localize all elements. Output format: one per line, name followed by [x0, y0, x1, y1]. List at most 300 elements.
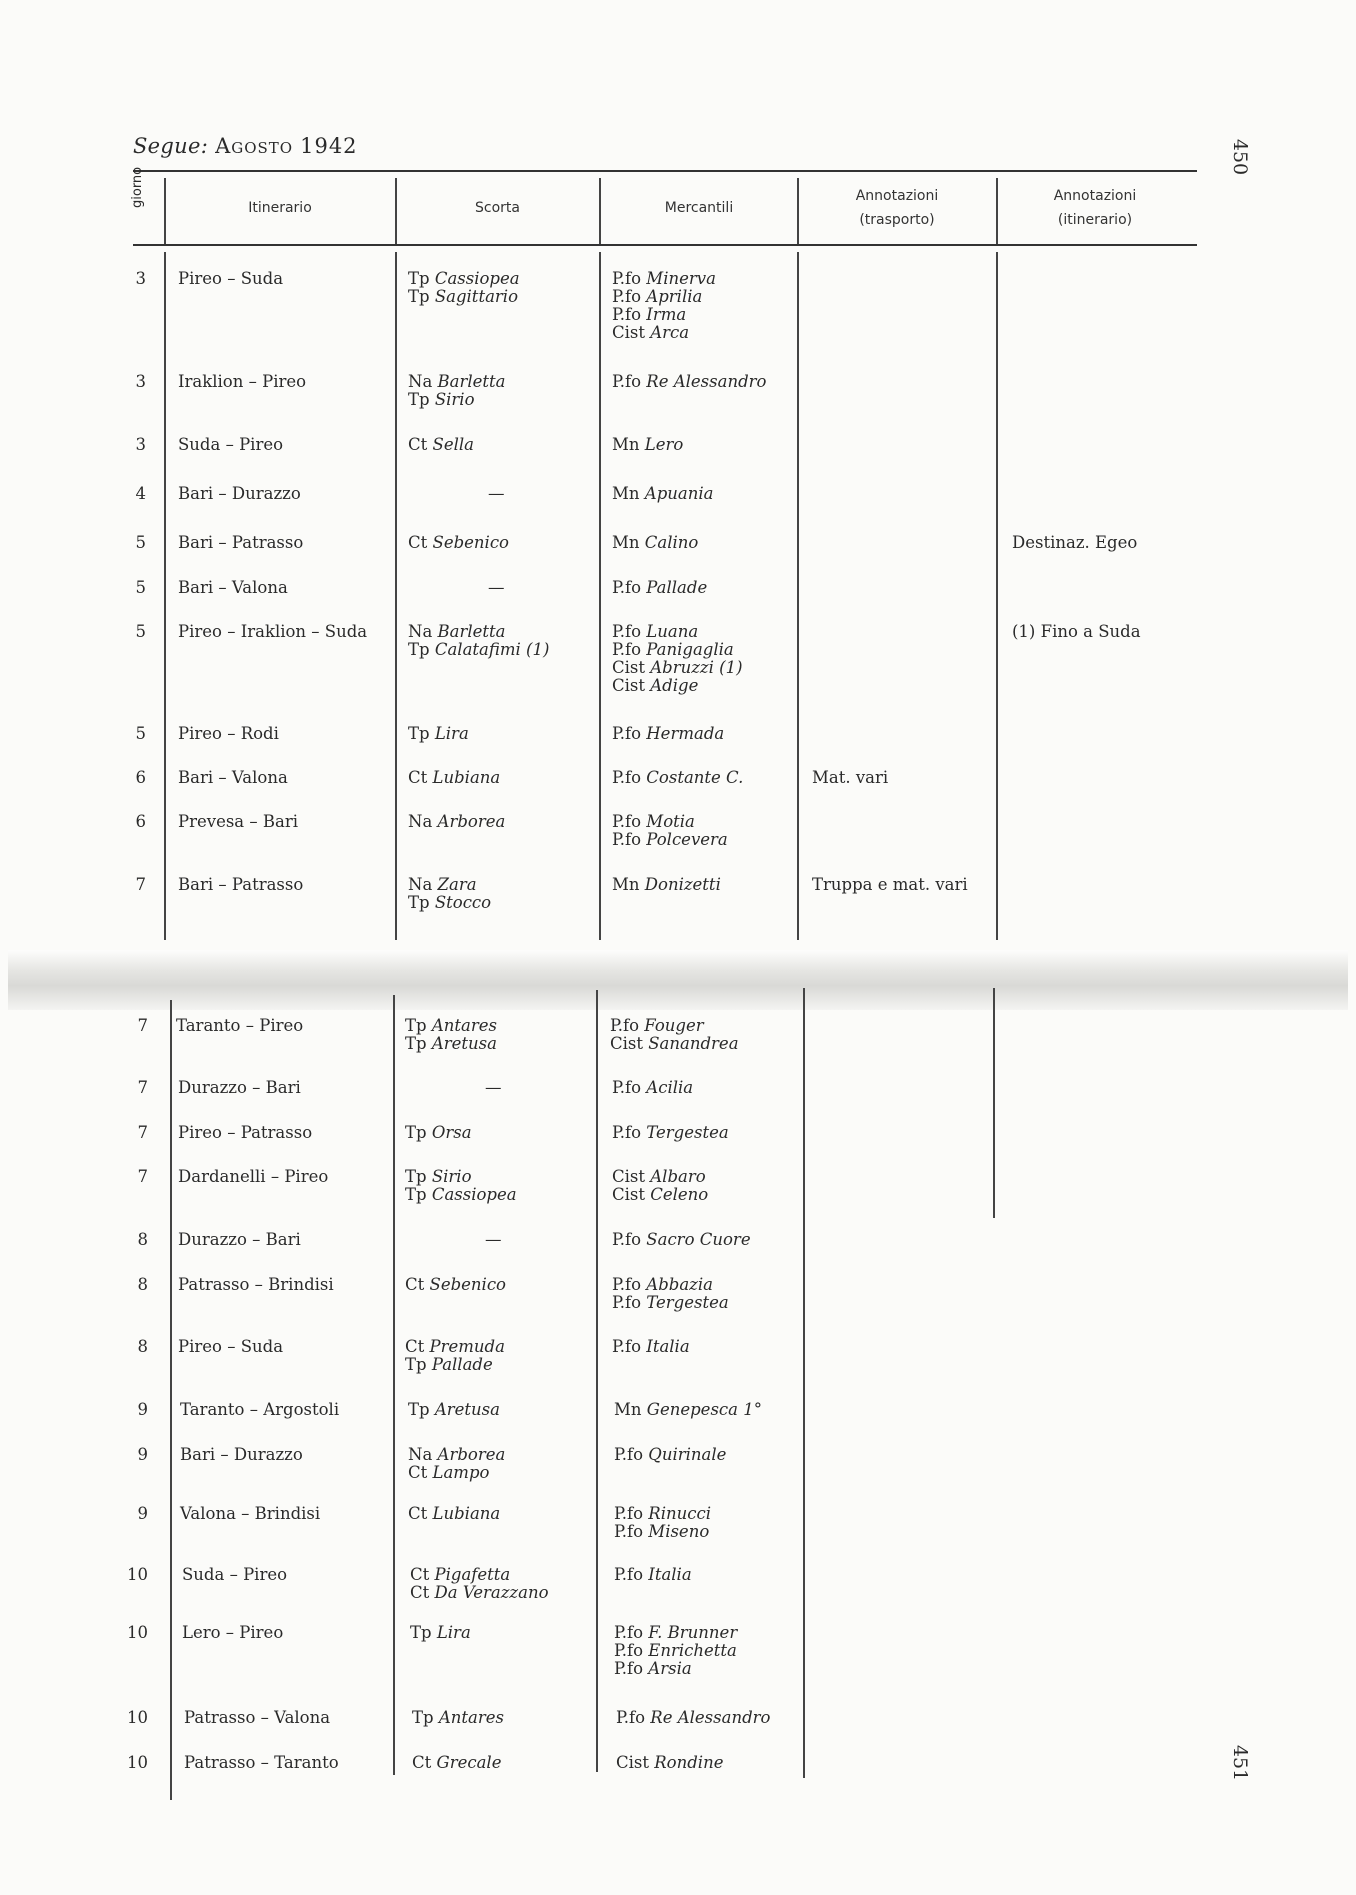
- row-day: 7: [137, 1016, 148, 1035]
- row-escort: [408, 485, 505, 503]
- merchant-type: P.fo: [614, 1445, 644, 1464]
- row-merchants: [610, 1017, 739, 1053]
- row-route: Bari – Patrasso: [178, 875, 304, 894]
- col-header-annot-itinerario-line1: Annotazioni: [1053, 188, 1137, 204]
- page-number-bottom: 451: [1229, 1744, 1252, 1782]
- merchant-line: [614, 1523, 711, 1541]
- merchant-line: [616, 1754, 723, 1772]
- row-day: 7: [135, 875, 146, 894]
- merchant-line: [612, 436, 683, 454]
- escort-ship-name: Cassiopea: [431, 1185, 517, 1204]
- merchant-ship-name: Tergestea: [646, 1293, 729, 1312]
- escort-line: [405, 1276, 506, 1294]
- escort-line: [408, 876, 491, 894]
- escort-line: [408, 623, 549, 641]
- col-header-scorta: Scorta: [475, 200, 520, 216]
- merchant-type: P.fo: [612, 812, 642, 831]
- merchant-type: P.fo: [612, 305, 642, 324]
- merchant-type: P.fo: [612, 269, 642, 288]
- merchant-type: P.fo: [614, 1504, 644, 1523]
- merchant-line: [612, 1338, 690, 1356]
- escort-dash: —: [485, 1078, 502, 1097]
- merchant-line: [612, 813, 728, 831]
- col-header-giorno: giorno: [130, 166, 145, 208]
- row-merchants: [612, 1124, 729, 1142]
- merchant-line: [612, 769, 743, 787]
- row-route: Durazzo – Bari: [178, 1078, 301, 1097]
- row-route: Bari – Durazzo: [180, 1445, 303, 1464]
- escort-ship-name: Da Verazzano: [434, 1583, 549, 1602]
- row-escort: [410, 1624, 471, 1642]
- row-merchants: [612, 623, 743, 695]
- row-escort: [410, 1566, 549, 1602]
- escort-type: Tp: [410, 1623, 432, 1642]
- escort-type: Ct: [405, 1275, 425, 1294]
- merchant-ship-name: Abruzzi (1): [650, 658, 743, 677]
- merchant-line: [612, 641, 743, 659]
- row-merchants: [612, 1276, 729, 1312]
- escort-line: [405, 1231, 502, 1249]
- row-route: Suda – Pireo: [178, 435, 284, 454]
- merchant-ship-name: Rinucci: [648, 1504, 712, 1523]
- escort-type: Tp: [405, 1185, 427, 1204]
- row-escort: [405, 1079, 502, 1097]
- row-route: Bari – Valona: [178, 768, 288, 787]
- row-escort: [408, 1446, 505, 1482]
- row-day: 10: [127, 1623, 148, 1642]
- row-day: 4: [135, 484, 146, 503]
- merchant-line: [612, 288, 716, 306]
- merchant-ship-name: Re Alessandro: [650, 1708, 771, 1727]
- escort-ship-name: Aretusa: [434, 1400, 500, 1419]
- merchant-line: [612, 659, 743, 677]
- escort-ship-name: Sirio: [431, 1167, 472, 1186]
- escort-ship-name: Grecale: [436, 1753, 502, 1772]
- escort-type: Ct: [408, 533, 428, 552]
- escort-type: Tp: [405, 1355, 427, 1374]
- escort-line: [405, 1356, 505, 1374]
- row-route: Bari – Valona: [178, 578, 288, 597]
- merchant-line: [612, 725, 724, 743]
- escort-line: [405, 1124, 472, 1142]
- escort-line: [405, 1035, 497, 1053]
- merchant-type: Cist: [612, 676, 645, 695]
- merchant-ship-name: F. Brunner: [648, 1623, 738, 1642]
- row-day: 7: [137, 1123, 148, 1142]
- col-rule: [393, 995, 395, 1775]
- escort-ship-name: Sagittario: [434, 287, 519, 306]
- row-day: 6: [135, 812, 146, 831]
- escort-ship-name: Arborea: [437, 812, 506, 831]
- row-day: 8: [137, 1337, 148, 1356]
- escort-type: Ct: [405, 1337, 425, 1356]
- row-route: Pireo – Rodi: [178, 724, 279, 743]
- merchant-ship-name: Luana: [646, 622, 699, 641]
- escort-type: Ct: [408, 768, 428, 787]
- row-route: Valona – Brindisi: [180, 1504, 321, 1523]
- col-rule: [803, 988, 805, 1778]
- merchant-ship-name: Acilia: [646, 1078, 694, 1097]
- escort-ship-name: Lubiana: [432, 1504, 501, 1523]
- escort-type: Ct: [408, 435, 428, 454]
- row-escort: [412, 1754, 501, 1772]
- row-day: 10: [127, 1565, 148, 1584]
- row-escort: [408, 769, 500, 787]
- row-day: 3: [135, 435, 146, 454]
- escort-type: Na: [408, 812, 433, 831]
- row-day: 9: [137, 1445, 148, 1464]
- merchant-line: [612, 1186, 708, 1204]
- row-day: 10: [127, 1708, 148, 1727]
- row-escort: [408, 579, 505, 597]
- merchant-ship-name: Lero: [644, 435, 684, 454]
- escort-line: [405, 1017, 497, 1035]
- escort-ship-name: Sebenico: [429, 1275, 506, 1294]
- row-day: 9: [137, 1400, 148, 1419]
- escort-type: Ct: [410, 1565, 430, 1584]
- merchant-line: [612, 623, 743, 641]
- merchant-type: Mn: [612, 435, 640, 454]
- merchant-ship-name: Italia: [646, 1337, 690, 1356]
- col-header-annot-trasporto-line1: Annotazioni: [855, 188, 939, 204]
- escort-ship-name: Antares: [431, 1016, 497, 1035]
- merchant-line: [614, 1660, 737, 1678]
- col-rule: [395, 178, 397, 244]
- row-route: Pireo – Patrasso: [178, 1123, 313, 1142]
- heading-year: 1942: [300, 134, 358, 158]
- merchant-line: [616, 1709, 770, 1727]
- merchant-type: P.fo: [612, 1123, 642, 1142]
- escort-line: [408, 725, 469, 743]
- escort-type: Tp: [408, 893, 430, 912]
- row-escort: [408, 534, 509, 552]
- merchant-ship-name: Minerva: [646, 269, 716, 288]
- row-route: Lero – Pireo: [182, 1623, 284, 1642]
- merchant-ship-name: Calino: [644, 533, 699, 552]
- escort-line: [408, 288, 520, 306]
- merchant-type: P.fo: [612, 578, 642, 597]
- merchant-ship-name: Sacro Cuore: [646, 1230, 751, 1249]
- row-escort: [408, 373, 506, 409]
- merchant-type: P.fo: [612, 768, 642, 787]
- escort-line: [408, 813, 505, 831]
- merchant-ship-name: Fouger: [644, 1016, 704, 1035]
- row-merchants: [612, 579, 707, 597]
- merchant-ship-name: Arsia: [648, 1659, 692, 1678]
- row-route: Durazzo – Bari: [178, 1230, 301, 1249]
- page-heading: [133, 134, 358, 158]
- merchant-type: P.fo: [614, 1659, 644, 1678]
- merchant-type: Mn: [614, 1400, 642, 1419]
- escort-type: Tp: [408, 390, 430, 409]
- merchant-type: P.fo: [610, 1016, 640, 1035]
- col-rule: [993, 988, 995, 1218]
- merchant-line: [612, 876, 721, 894]
- merchant-ship-name: Italia: [648, 1565, 692, 1584]
- escort-ship-name: Sebenico: [432, 533, 509, 552]
- col-rule: [395, 252, 397, 940]
- escort-type: Ct: [408, 1463, 428, 1482]
- merchant-type: Cist: [616, 1753, 649, 1772]
- scan-page-break: [8, 950, 1348, 1010]
- row-annot-transport: Truppa e mat. vari: [812, 875, 968, 894]
- row-merchants: [612, 1231, 751, 1249]
- escort-line: [408, 579, 505, 597]
- merchant-type: Mn: [612, 533, 640, 552]
- row-escort: [408, 725, 469, 743]
- merchant-type: Cist: [610, 1034, 643, 1053]
- merchant-ship-name: Aprilia: [646, 287, 703, 306]
- merchant-type: P.fo: [614, 1623, 644, 1642]
- merchant-line: [612, 1079, 693, 1097]
- merchant-line: [612, 831, 728, 849]
- escort-type: Ct: [410, 1583, 430, 1602]
- row-escort: [408, 1401, 500, 1419]
- col-header-annot-itinerario: [996, 184, 1194, 232]
- escort-type: Tp: [405, 1123, 427, 1142]
- row-annot-itinerary: (1) Fino a Suda: [1012, 622, 1141, 641]
- col-rule: [797, 252, 799, 940]
- row-merchants: [612, 876, 721, 894]
- escort-line: [405, 1338, 505, 1356]
- row-route: Bari – Durazzo: [178, 484, 301, 503]
- row-merchants: [614, 1505, 711, 1541]
- merchant-line: [612, 485, 713, 503]
- row-escort: [408, 270, 520, 306]
- merchant-ship-name: Genepesca 1°: [646, 1400, 762, 1419]
- col-rule: [164, 178, 166, 244]
- merchant-type: Mn: [612, 875, 640, 894]
- merchant-ship-name: Apuania: [644, 484, 714, 503]
- escort-ship-name: Lira: [434, 724, 469, 743]
- col-rule: [797, 178, 799, 244]
- escort-type: Tp: [408, 724, 430, 743]
- escort-type: Na: [408, 1445, 433, 1464]
- escort-line: [408, 391, 506, 409]
- escort-ship-name: Premuda: [429, 1337, 505, 1356]
- merchant-type: P.fo: [612, 287, 642, 306]
- merchant-ship-name: Polcevera: [646, 830, 728, 849]
- merchant-ship-name: Pallade: [646, 578, 708, 597]
- escort-type: Tp: [408, 640, 430, 659]
- row-escort: [408, 813, 505, 831]
- row-escort: [405, 1124, 472, 1142]
- merchant-line: [612, 1168, 708, 1186]
- row-escort: [412, 1709, 504, 1727]
- row-route: Taranto – Argostoli: [180, 1400, 340, 1419]
- merchant-line: [612, 1276, 729, 1294]
- merchant-type: P.fo: [612, 372, 642, 391]
- row-merchants: [616, 1754, 723, 1772]
- header-top-rule: [133, 170, 1197, 172]
- merchant-type: P.fo: [612, 622, 642, 641]
- row-merchants: [612, 485, 713, 503]
- row-day: 10: [127, 1753, 148, 1772]
- merchant-type: Cist: [612, 658, 645, 677]
- row-escort: [408, 623, 549, 659]
- col-header-annot-trasporto-line2: (trasporto): [859, 212, 935, 228]
- merchant-type: Mn: [612, 484, 640, 503]
- merchant-type: P.fo: [614, 1522, 644, 1541]
- escort-line: [408, 1505, 500, 1523]
- col-rule: [596, 990, 598, 1772]
- escort-ship-name: Stocco: [434, 893, 492, 912]
- merchant-type: P.fo: [612, 1337, 642, 1356]
- merchant-ship-name: Irma: [646, 305, 687, 324]
- row-route: Patrasso – Valona: [184, 1708, 331, 1727]
- merchant-type: Cist: [612, 1167, 645, 1186]
- row-merchants: [614, 1624, 737, 1678]
- row-merchants: [614, 1446, 726, 1464]
- escort-ship-name: Sirio: [434, 390, 475, 409]
- escort-line: [412, 1754, 501, 1772]
- row-day: 3: [135, 372, 146, 391]
- escort-type: Na: [408, 622, 433, 641]
- merchant-type: P.fo: [614, 1565, 644, 1584]
- merchant-ship-name: Arca: [650, 323, 690, 342]
- escort-ship-name: Antares: [438, 1708, 504, 1727]
- row-escort: [405, 1231, 502, 1249]
- escort-line: [405, 1168, 517, 1186]
- col-header-itinerario: Itinerario: [248, 200, 312, 216]
- escort-dash: —: [488, 578, 505, 597]
- merchant-line: [614, 1505, 711, 1523]
- merchant-line: [612, 677, 743, 695]
- page-number-top: 450: [1229, 138, 1252, 176]
- row-day: 5: [135, 622, 146, 641]
- row-route: Patrasso – Taranto: [184, 1753, 339, 1772]
- row-merchants: [612, 1168, 708, 1204]
- merchant-line: [612, 324, 716, 342]
- escort-type: Ct: [412, 1753, 432, 1772]
- escort-line: [408, 769, 500, 787]
- escort-line: [408, 373, 506, 391]
- escort-type: Tp: [408, 1400, 430, 1419]
- escort-ship-name: Pigafetta: [434, 1565, 511, 1584]
- escort-ship-name: Barletta: [437, 372, 506, 391]
- escort-line: [408, 641, 549, 659]
- merchant-line: [612, 1231, 751, 1249]
- row-day: 9: [137, 1504, 148, 1523]
- merchant-type: Cist: [612, 323, 645, 342]
- escort-type: Tp: [408, 287, 430, 306]
- merchant-line: [612, 1124, 729, 1142]
- row-annot-transport: Mat. vari: [812, 768, 889, 787]
- row-merchants: [612, 534, 698, 552]
- escort-type: Tp: [405, 1034, 427, 1053]
- heading-segue: Segue:: [133, 134, 209, 158]
- merchant-type: P.fo: [612, 830, 642, 849]
- merchant-line: [610, 1017, 739, 1035]
- merchant-type: P.fo: [612, 1078, 642, 1097]
- merchant-ship-name: Miseno: [648, 1522, 710, 1541]
- row-day: 8: [137, 1230, 148, 1249]
- merchant-ship-name: Tergestea: [646, 1123, 729, 1142]
- escort-type: Na: [408, 875, 433, 894]
- escort-ship-name: Aretusa: [431, 1034, 497, 1053]
- escort-ship-name: Orsa: [431, 1123, 472, 1142]
- escort-ship-name: Zara: [437, 875, 477, 894]
- col-rule: [996, 252, 998, 940]
- merchant-type: P.fo: [612, 1293, 642, 1312]
- escort-line: [405, 1186, 517, 1204]
- merchant-type: P.fo: [616, 1708, 646, 1727]
- escort-ship-name: Calatafimi (1): [434, 640, 550, 659]
- row-route: Taranto – Pireo: [176, 1016, 304, 1035]
- row-merchants: [612, 373, 766, 391]
- row-route: Iraklion – Pireo: [178, 372, 307, 391]
- row-escort: [405, 1017, 497, 1053]
- escort-dash: —: [485, 1230, 502, 1249]
- escort-ship-name: Sella: [432, 435, 474, 454]
- row-route: Suda – Pireo: [182, 1565, 288, 1584]
- merchant-type: P.fo: [614, 1641, 644, 1660]
- header-bottom-rule: [133, 244, 1197, 246]
- row-merchants: [614, 1401, 762, 1419]
- heading-month: Agosto: [215, 134, 294, 158]
- escort-type: Tp: [405, 1016, 427, 1035]
- row-day: 7: [137, 1167, 148, 1186]
- col-rule: [164, 252, 166, 940]
- row-day: 3: [135, 269, 146, 288]
- merchant-line: [614, 1566, 692, 1584]
- escort-type: Na: [408, 372, 433, 391]
- merchant-ship-name: Quirinale: [648, 1445, 727, 1464]
- merchant-type: P.fo: [612, 640, 642, 659]
- row-annot-itinerary: Destinaz. Egeo: [1012, 533, 1138, 552]
- col-rule: [170, 1000, 172, 1800]
- escort-line: [408, 1464, 505, 1482]
- row-escort: [408, 876, 491, 912]
- row-merchants: [612, 725, 724, 743]
- escort-ship-name: Barletta: [437, 622, 506, 641]
- merchant-line: [612, 306, 716, 324]
- merchant-ship-name: Celeno: [650, 1185, 709, 1204]
- row-day: 6: [135, 768, 146, 787]
- merchant-type: Cist: [612, 1185, 645, 1204]
- row-day: 5: [135, 724, 146, 743]
- escort-type: Tp: [405, 1167, 427, 1186]
- escort-line: [410, 1584, 549, 1602]
- merchant-line: [612, 1294, 729, 1312]
- escort-ship-name: Lubiana: [432, 768, 501, 787]
- merchant-ship-name: Sanandrea: [648, 1034, 739, 1053]
- row-day: 8: [137, 1275, 148, 1294]
- row-route: Pireo – Iraklion – Suda: [178, 622, 368, 641]
- merchant-type: P.fo: [612, 724, 642, 743]
- merchant-type: P.fo: [612, 1230, 642, 1249]
- row-route: Pireo – Suda: [178, 269, 284, 288]
- merchant-ship-name: Re Alessandro: [646, 372, 767, 391]
- merchant-ship-name: Panigaglia: [646, 640, 734, 659]
- escort-line: [408, 894, 491, 912]
- row-merchants: [612, 813, 728, 849]
- row-escort: [408, 436, 474, 454]
- escort-dash: —: [488, 484, 505, 503]
- escort-line: [410, 1566, 549, 1584]
- row-day: 5: [135, 578, 146, 597]
- escort-type: Tp: [412, 1708, 434, 1727]
- row-merchants: [612, 1079, 693, 1097]
- merchant-ship-name: Hermada: [646, 724, 725, 743]
- escort-line: [410, 1624, 471, 1642]
- merchant-ship-name: Costante C.: [646, 768, 744, 787]
- merchant-ship-name: Donizetti: [644, 875, 721, 894]
- escort-type: Tp: [408, 269, 430, 288]
- escort-ship-name: Cassiopea: [434, 269, 520, 288]
- col-rule: [599, 178, 601, 244]
- escort-line: [408, 534, 509, 552]
